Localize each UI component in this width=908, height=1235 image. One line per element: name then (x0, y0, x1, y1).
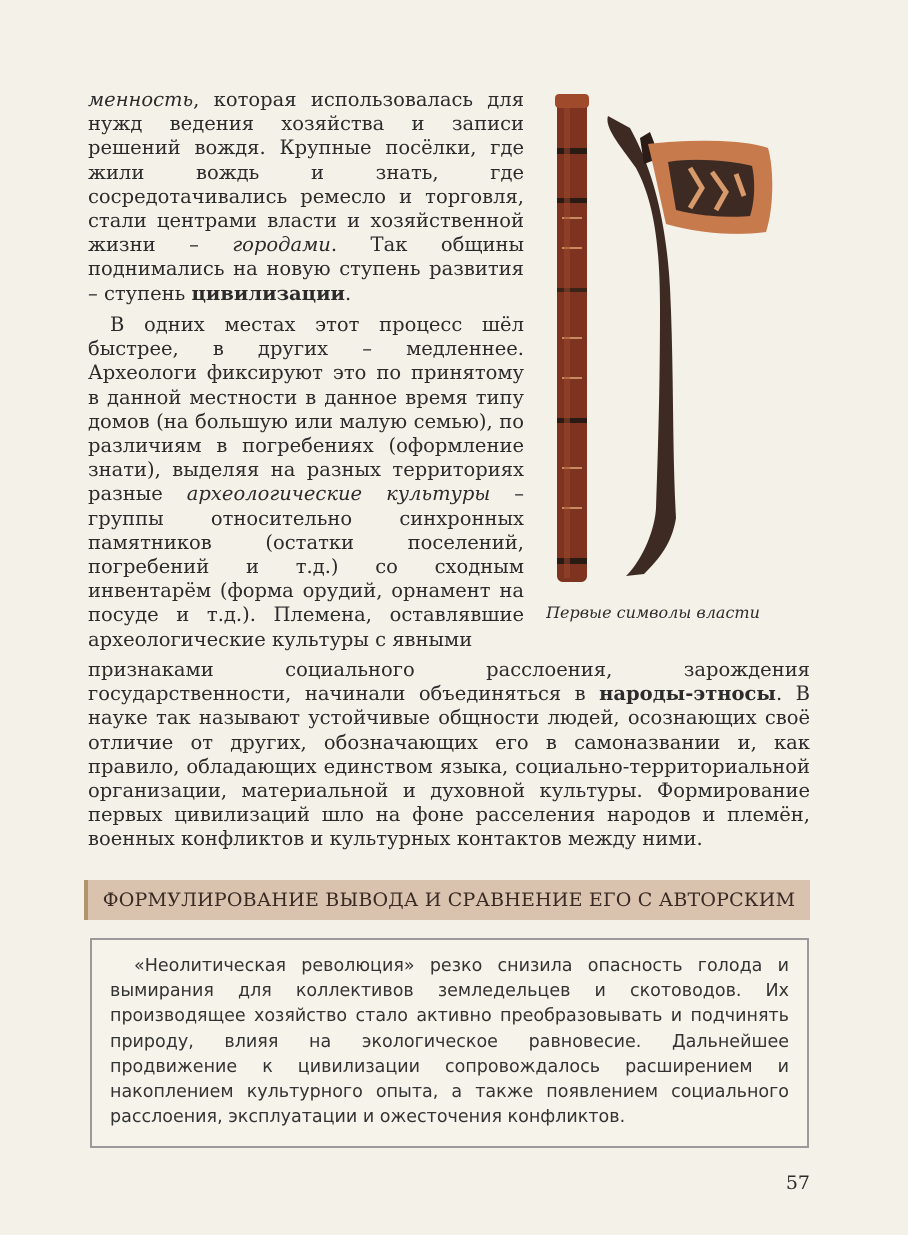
bold-term-civilization: цивилизации (191, 281, 345, 305)
author-conclusion-box (90, 938, 809, 1148)
author-conclusion-text: «Неолитическая революция» резко снизила опасность голода и вымирания для коллективов земледельцев и скотоводов. Их производящее хозяйство стало активно преобразовывать и подчинять природу, влияя на экологическое равновесие. Дальнейшее продвижение к цивилизации сопровождалось расширением и накоплением культурного опыта, а также появлением социального расслоения, эксплуатации и ожесточения конфликтов. (110, 956, 789, 1128)
italic-term-archaeological-cultures: археологические культуры (186, 482, 491, 506)
ceremonial-staff-icon (555, 94, 589, 582)
figure-caption: Первые символы власти (546, 603, 760, 622)
ceremonial-axe-icon (607, 116, 772, 576)
paragraph-2-part-1: В одних местах этот процесс шёл быстрее, в других – медленнее. Археологи фиксируют это по принятому в данной местности в данное время типу домов (на большую или малую семью), по различиям в погребениях (оформление знати), выделяя на разных территориях разные археологические культуры – группы относительно синхронных памятников (остатки поселений, погребений и т.д.) со сходным инвентарём (форма орудий, орнамент на посуде и т.д.). Племена, оставлявшие археологические культуры с явными (88, 313, 524, 651)
paragraph-2-part-2: признаками социального расслоения, зарождения государственности, начинали объединяться в народы-этносы. В науке так называют устойчивые общности людей, осознающих своё отличие от других, обозначающих его в самоназвании и, как правило, обладающих единством языка, социально-территориальной организации, материальной и духовной культуры. Формирование первых цивилизаций шло на фоне расселения народов и племён, военных конфликтов и культурных контактов между ними. (88, 658, 810, 851)
bold-term-peoples-ethnos: народы-этносы (599, 682, 776, 706)
italic-term-menost: менность (88, 88, 194, 111)
staff-and-axe-illustration (540, 88, 780, 588)
paragraph-1: менность, которая использовалась для нужд ведения хозяйства и записи решений вождя. Крупные посёлки, где жили вождь и знать, где сосредотачивались ремесло и торговля, стали центрами власти и хозяйственной жизни – городами. Так общины поднимались на новую ступень развития – ступень цивилизации. (88, 88, 524, 305)
section-heading-conclusion: ФОРМУЛИРОВАНИЕ ВЫВОДА И СРАВНЕНИЕ ЕГО С АВТОРСКИМ (88, 880, 810, 920)
symbols-of-power-image (540, 88, 780, 588)
italic-term-cities: городами (232, 233, 331, 257)
page-number: 57 (785, 1172, 810, 1194)
